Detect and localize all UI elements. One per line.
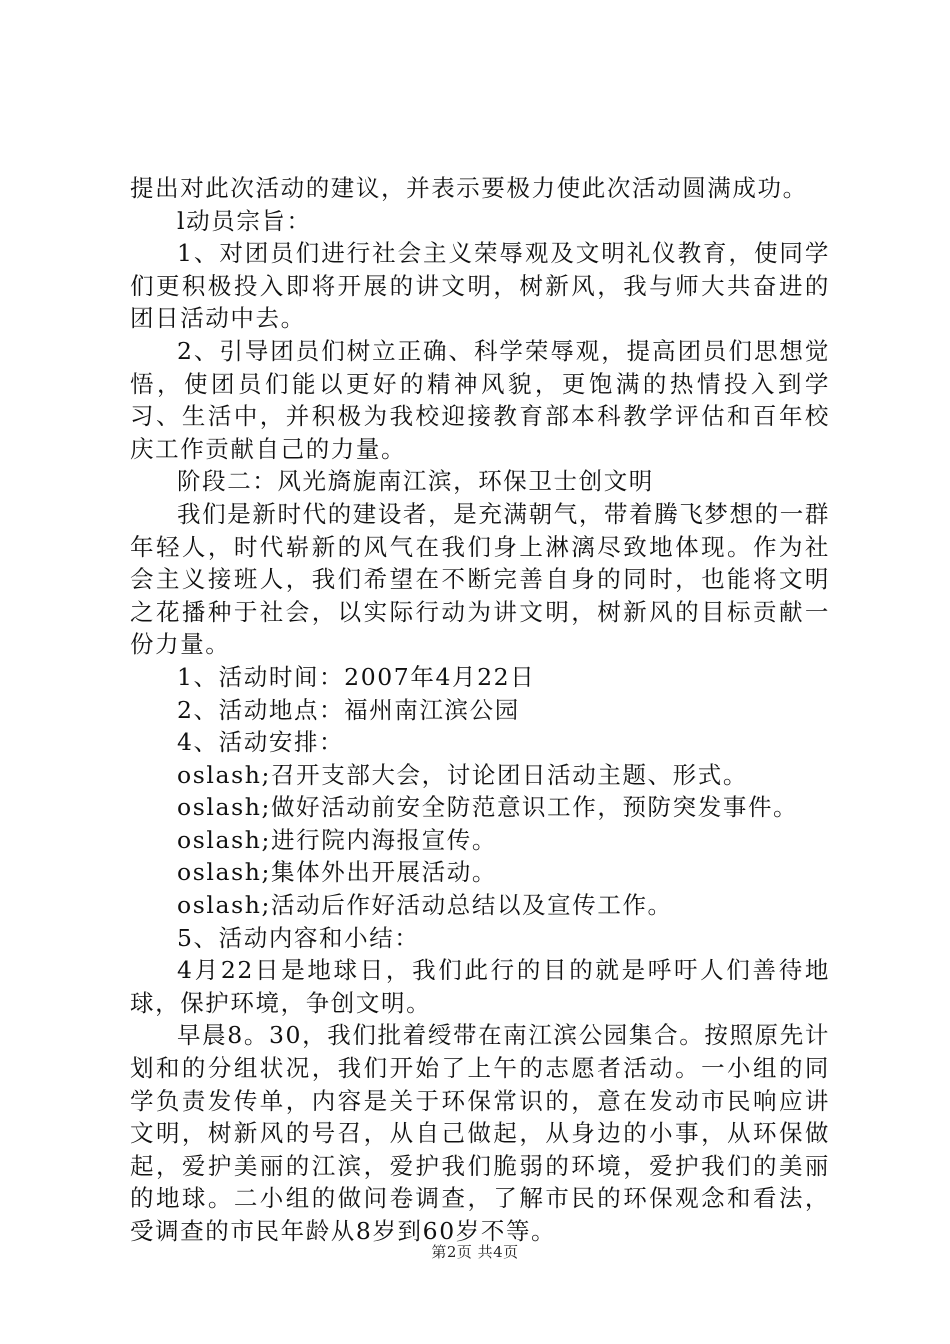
list-item: oslash;集体外出开展活动。 [177, 858, 497, 887]
list-item: oslash;召开支部大会，讨论团日活动主题、形式。 [177, 760, 748, 789]
document-body [130, 172, 830, 1248]
paragraph: 4、活动安排： [177, 728, 345, 757]
paragraph: 提出对此次活动的建议，并表示要极力使此次活动圆满成功。 [130, 174, 808, 202]
paragraph: 2、引导团员们树立正确、科学荣辱观，提高团员们思想觉悟，使团员们能以更好的精神风貌，更饱满的热情投入到学习、生活中，并积极为我校迎接教育部本科教学评估和百年校庆工作贡献自己的力量。 [130, 336, 830, 463]
list-item: oslash;进行院内海报宣传。 [177, 825, 497, 854]
paragraph: 我们是新时代的建设者，是充满朝气，带着腾飞梦想的一群年轻人，时代崭新的风气在我们身上淋漓尽致地体现。作为社会主义接班人，我们希望在不断完善自身的同时，也能将文明之花播种于社会，以实际行动为讲文明，树新风的目标贡献一份力量。 [130, 499, 830, 659]
paragraph: 1、对团员们进行社会主义荣辱观及文明礼仪教育，使同学们更积极投入即将开展的讲文明，树新风，我与师大共奋进的团日活动中去。 [130, 239, 830, 333]
list-item: oslash;活动后作好活动总结以及宣传工作。 [177, 891, 673, 920]
paragraph: l动员宗旨： [177, 206, 312, 235]
paragraph: 5、活动内容和小结： [177, 923, 420, 952]
page-number-footer: 第2页 共4页 [431, 1243, 519, 1261]
section-heading: 阶段二：风光旖旎南江滨，环保卫士创文明 [177, 467, 654, 496]
paragraph: 早晨8。30，我们批着绶带在南江滨公园集合。按照原先计划和的分组状况，我们开始了上午的志愿者活动。一小组的同学负责发传单，内容是关于环保常识的，意在发动市民响应讲文明，树新风的号召，从自己做起，从身边的小事，从环保做起，爱护美丽的江滨，爱护我们脆弱的环境，爱护我们的美丽的地球。二小组的做问卷调查，了解市民的环保观念和看法，受调查的市民年龄从8岁到60岁不等。 [130, 1021, 830, 1245]
list-item: oslash;做好活动前安全防范意识工作，预防突发事件。 [177, 793, 799, 822]
paragraph: 1、活动时间：2007年4月22日 [177, 662, 536, 691]
paragraph: 2、活动地点：福州南江滨公园 [177, 695, 520, 724]
paragraph: 4月22日是地球日，我们此行的目的就是呼吁人们善待地球，保护环境，争创文明。 [130, 956, 830, 1017]
